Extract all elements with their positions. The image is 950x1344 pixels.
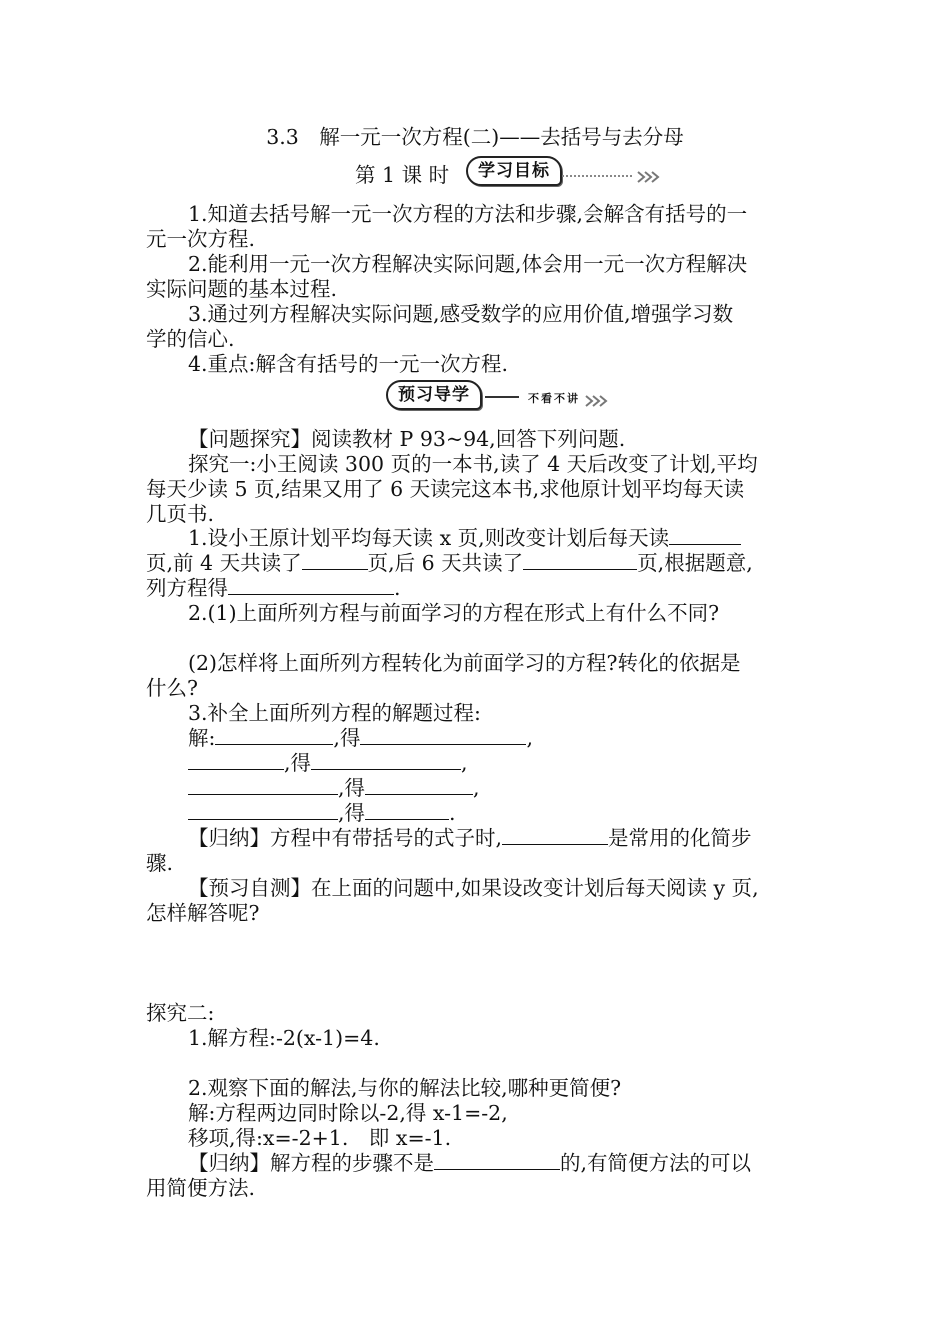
solution-jie: 解: (188, 726, 216, 750)
explore-2-solution-2: 移项,得:x=-2+1. 即 x=-1. (188, 1126, 452, 1150)
step-blank[interactable] (188, 801, 338, 820)
explore-2-solution-1: 解:方程两边同时除以-2,得 x-1=-2, (188, 1101, 508, 1125)
summary-blank[interactable] (502, 826, 608, 845)
summary-2-text-b: 的,有简便方法的可以 (560, 1151, 752, 1175)
summary-blank[interactable] (434, 1151, 560, 1170)
explore-1-para-2: 每天少读 5 页,结果又用了 6 天读完这本书,求他原计划平均每天读 (146, 477, 745, 501)
section-title: 3.3 解一元一次方程(二)——去括号与去分母 (266, 125, 684, 149)
question-2-2b: 什么? (146, 676, 198, 700)
explore-1-para-1: 探究一:小王阅读 300 页的一本书,读了 4 天后改变了计划,平均 (188, 452, 758, 476)
question-1-line-2 (146, 550, 806, 576)
objective-3b: 学的信心. (146, 327, 235, 351)
solution-comma: , (473, 776, 480, 800)
solution-de: ,得 (338, 801, 366, 825)
objective-4: 4.重点:解含有括号的一元一次方程. (188, 352, 508, 376)
solution-step-3 (188, 775, 806, 801)
summary-1-text-a: 【归纳】方程中有带括号的式子时, (188, 826, 503, 850)
explore-intro: 【问题探究】阅读教材 P 93~94,回答下列问题. (188, 427, 626, 451)
step-blank[interactable] (215, 726, 333, 745)
question-2-2a: (2)怎样将上面所列方程转化为前面学习的方程?转化的依据是 (188, 651, 741, 675)
double-arrow-icon (636, 164, 662, 188)
question-1-text-c: 页,后 6 天共读了 (367, 551, 524, 575)
summary-2-line-1 (188, 1150, 806, 1176)
explore-1-para-3: 几页书. (146, 502, 215, 526)
preview-badge-sub: 不看不讲 (528, 392, 580, 405)
summary-1-line-1 (188, 825, 806, 851)
answer-blank[interactable] (669, 526, 741, 545)
badge-dash (485, 396, 519, 398)
double-arrow-icon (584, 388, 610, 412)
explore-2-heading: 探究二: (146, 1001, 215, 1025)
question-1-text-a: 1.设小王原计划平均每天读 x 页,则改变计划后每天读 (188, 526, 670, 550)
objective-2b: 实际问题的基本过程. (146, 277, 338, 301)
question-2-1: 2.(1)上面所列方程与前面学习的方程在形式上有什么不同? (188, 601, 720, 625)
question-1-line-3 (146, 575, 806, 601)
solution-de: ,得 (284, 751, 312, 775)
objective-2a: 2.能利用一元一次方程解决实际问题,体会用一元一次方程解决 (188, 252, 748, 276)
objective-1b: 元一次方程. (146, 227, 256, 251)
result-blank[interactable] (365, 776, 473, 795)
question-3: 3.补全上面所列方程的解题过程: (188, 701, 481, 725)
solution-step-1 (188, 725, 806, 751)
objectives-badge (466, 154, 662, 188)
objective-1a: 1.知道去括号解一元一次方程的方法和步骤,会解含有括号的一 (188, 202, 748, 226)
solution-de: ,得 (338, 776, 366, 800)
preview-badge (386, 378, 610, 412)
result-blank[interactable] (360, 726, 526, 745)
summary-2-line-2: 用简便方法. (146, 1176, 256, 1200)
explore-2-question-1: 1.解方程:-2(x-1)=4. (188, 1026, 380, 1050)
summary-2-text-a: 【归纳】解方程的步骤不是 (188, 1151, 434, 1175)
solution-step-2 (188, 750, 806, 776)
solution-step-4 (188, 800, 806, 826)
preview-badge-label: 预习导学 (386, 380, 482, 410)
answer-blank[interactable] (302, 551, 368, 570)
step-blank[interactable] (188, 776, 338, 795)
lesson-label: 第 1 课 时 (355, 163, 450, 187)
explore-2-question-2: 2.观察下面的解法,与你的解法比较,哪种更简便? (188, 1076, 622, 1100)
step-blank[interactable] (188, 751, 284, 770)
self-test-line-1: 【预习自测】在上面的问题中,如果设改变计划后每天阅读 y 页, (188, 876, 759, 900)
solution-comma: , (461, 751, 468, 775)
equation-blank[interactable] (228, 576, 394, 595)
question-1-line-1 (188, 525, 806, 551)
question-1-text-e: 列方程得 (146, 576, 228, 600)
badge-dotted-rule (562, 175, 632, 177)
answer-blank[interactable] (523, 551, 637, 570)
objective-3a: 3.通过列方程解决实际问题,感受数学的应用价值,增强学习数 (188, 302, 734, 326)
summary-1-text-b: 是常用的化简步 (608, 826, 752, 850)
question-1-end: . (394, 576, 401, 600)
question-1-text-b: 页,前 4 天共读了 (146, 551, 302, 575)
solution-period: . (449, 801, 456, 825)
result-blank[interactable] (365, 801, 449, 820)
objectives-badge-label: 学习目标 (466, 156, 562, 186)
self-test-line-2: 怎样解答呢? (146, 901, 260, 925)
solution-comma: , (526, 726, 533, 750)
question-1-text-d: 页,根据题意, (637, 551, 753, 575)
result-blank[interactable] (311, 751, 461, 770)
summary-1-line-2: 骤. (146, 851, 174, 875)
solution-de: ,得 (333, 726, 361, 750)
